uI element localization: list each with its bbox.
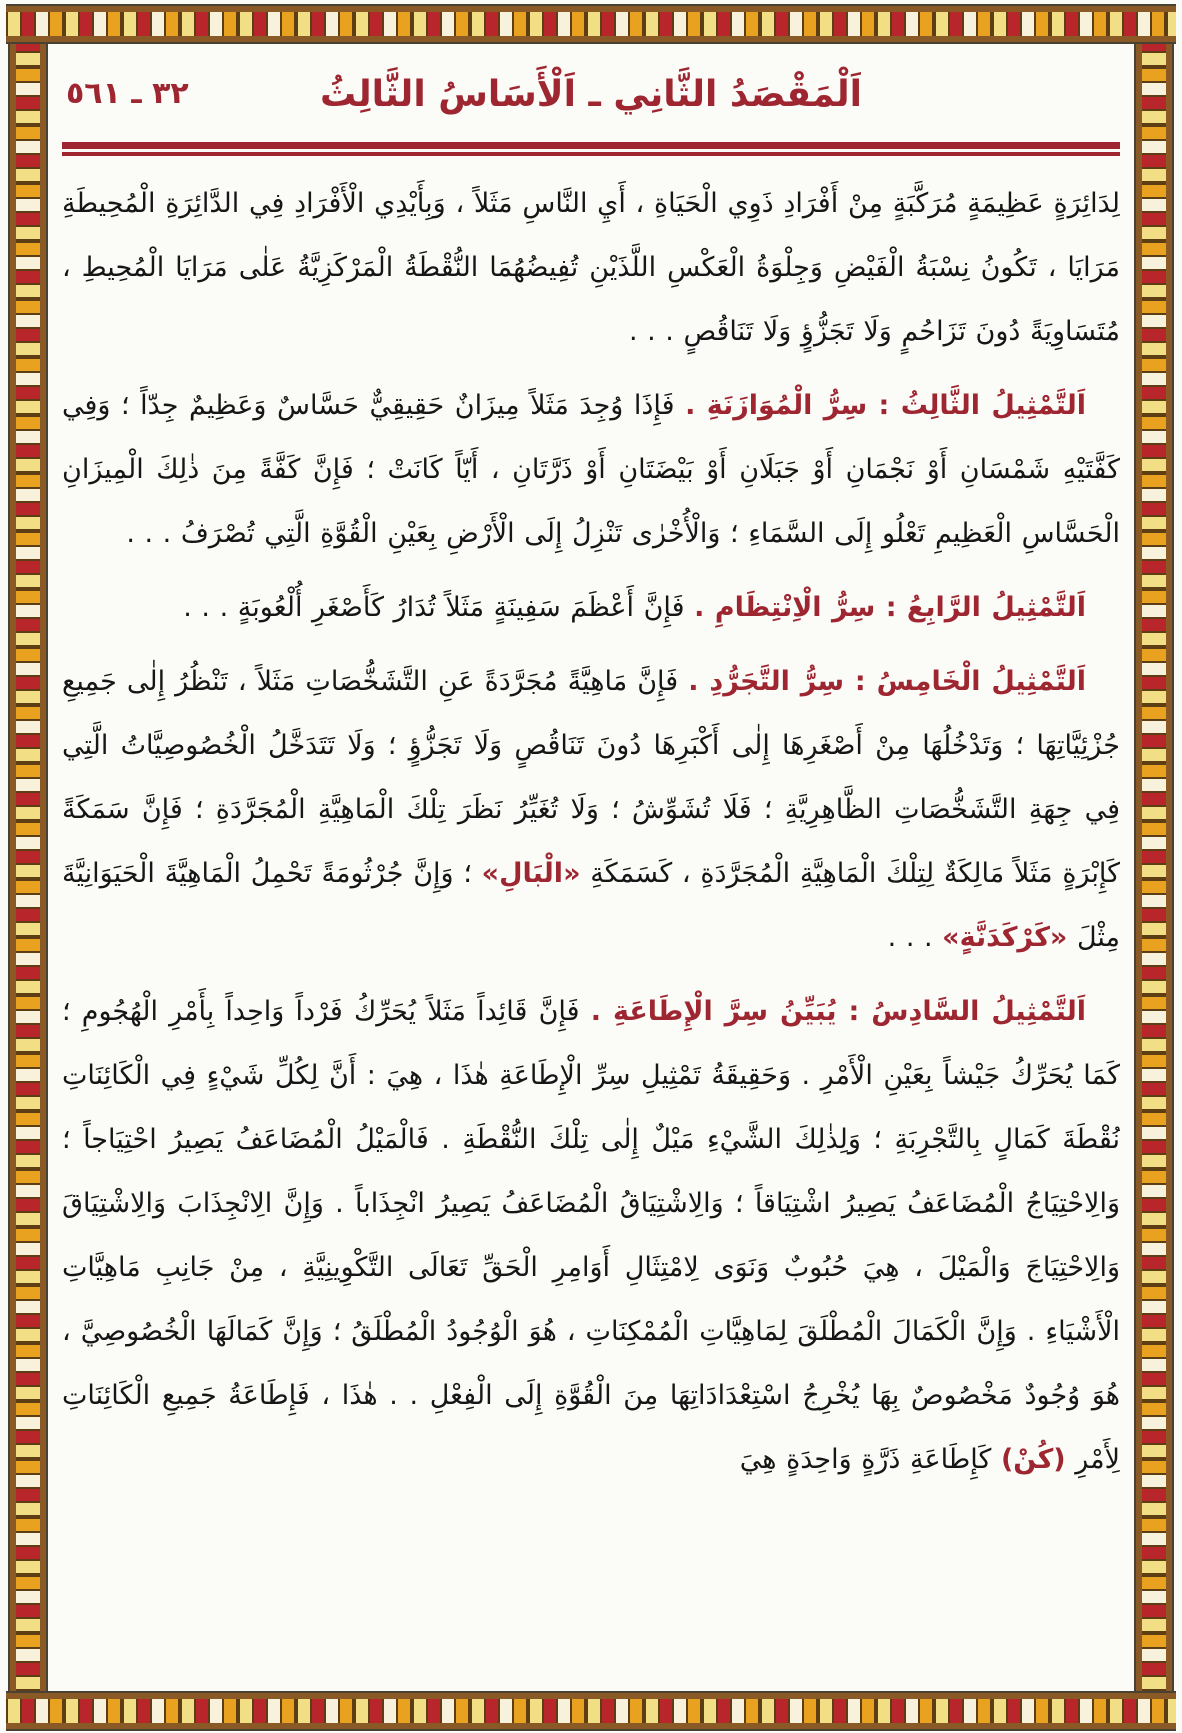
section-body-tamthil-5-part3: . . . bbox=[887, 922, 943, 953]
section-label-tamthil-5: اَلتَّمْثِيلُ الْخَامِسُ : سِرُّ التَّجَرُّدِ . bbox=[688, 666, 1086, 697]
quoted-term-karkadanna: «كَرْكَدَنَّةٍ» bbox=[942, 922, 1068, 953]
section-body-tamthil-5-part1: فَإِنَّ مَاهِيَّةً مُجَرَّدَةً عَنِ التَّشَخُّصَاتِ مَثَلاً ، تَنْظُرُ إِلٰى جَمِيعِ جُزْئِيَّاتِهَا ؛ وَتَدْخُلُهَا مِنْ أَصْغَرِهَا إِلٰى أَكْبَرِهَا دُونَ تَنَاقُصٍ وَلَا تَجَزُّؤٍ ؛ وَلَا تَتَدَخَّلُ الْخُصُوصِيَّاتُ الَّتِي فِي جِهَةِ التَّشَخُّصَاتِ الظَّاهِرِيَّةِ ؛ فَلَا تُشَوِّشُ ؛ وَلَا تُغَيِّرُ نَظَرَ تِلْكَ الْمَاهِيَّةِ الْمُجَرَّدَةِ ؛ فَإِنَّ سَمَكَةً كَإِبْرَةٍ مَثَلاً مَالِكَةٌ لِتِلْكَ الْمَاهِيَّةِ الْمُجَرَّدَةِ ، كَسَمَكَةِ bbox=[62, 666, 1120, 889]
ornamental-border-right bbox=[1134, 44, 1174, 1691]
section-tamthil-3 bbox=[62, 374, 1120, 566]
header-rule-thick-line bbox=[62, 142, 1120, 149]
paragraph-continuation-text: لِدَائِرَةٍ عَظِيمَةٍ مُرَكَّبَةٍ مِنْ أَفْرَادِ ذَوِي الْحَيَاةِ ، أَيِ النَّاسِ مَثَلاً ، وَبِأَيْدِي الْأَفْرَادِ فِي الدَّائِرَةِ الْمُحِيطَةِ مَرَايَا ، تَكُونُ نِسْبَةُ الْفَيْضِ وَجِلْوَةُ الْعَكْسِ اللَّذَيْنِ تُفِيضُهُمَا النُّقْطَةُ الْمَرْكَزِيَّةُ عَلٰى مَرَايَا الْمُحِيطِ ، مُتَسَاوِيَةً دُونَ تَزَاحُمٍ وَلَا تَجَزُّؤٍ وَلَا تَنَاقُصٍ . . . bbox=[62, 188, 1120, 347]
ornamental-border-top bbox=[6, 4, 1176, 44]
section-body-tamthil-6-part2: كَإِطَاعَةِ ذَرَّةٍ وَاحِدَةٍ هِيَ bbox=[739, 1444, 1001, 1475]
section-label-tamthil-4: اَلتَّمْثِيلُ الرَّابِعُ : سِرُّ الْاِنْتِظَامِ . bbox=[694, 592, 1086, 623]
section-tamthil-4 bbox=[62, 576, 1120, 640]
section-label-tamthil-6: اَلتَّمْثِيلُ السَّادِسُ : يُبَيِّنُ سِرَّ الْإِطَاعَةِ . bbox=[590, 996, 1086, 1027]
kun-command: (كُنْ) bbox=[1000, 1444, 1066, 1475]
quoted-term-bal: «الْبَالِ» bbox=[481, 858, 581, 889]
section-tamthil-6 bbox=[62, 980, 1120, 1492]
page-header bbox=[62, 66, 1120, 128]
section-body-tamthil-5-part2: ؛ وَإِنَّ جُرْثُومَةً تَحْمِلُ الْمَاهِيَّةَ الْحَيَوَانِيَّةَ مِثْلَ bbox=[62, 858, 1120, 953]
section-label-tamthil-3: اَلتَّمْثِيلُ الثَّالِثُ : سِرُّ الْمُوَازَنَةِ . bbox=[685, 390, 1086, 421]
ornamental-border-bottom bbox=[6, 1691, 1176, 1731]
page-title: اَلْمَقْصَدُ الثَّانِي ـ اَلْأَسَاسُ الثَّالِثُ bbox=[319, 74, 863, 115]
header-rule-thin-line bbox=[62, 152, 1120, 156]
section-tamthil-5 bbox=[62, 650, 1120, 970]
section-body-tamthil-4: فَإِنَّ أَعْظَمَ سَفِينَةٍ مَثَلاً تُدَارُ كَأَصْغَرِ أُلْعُوبَةٍ . . . bbox=[183, 592, 695, 623]
page-content bbox=[62, 48, 1120, 1683]
header-rule bbox=[62, 142, 1120, 156]
section-body-tamthil-6-part1: فَإِنَّ قَائِداً مَثَلاً يُحَرِّكُ فَرْداً وَاحِداً بِأَمْرِ الْهُجُومِ ؛ كَمَا يُحَرِّكُ جَيْشاً بِعَيْنِ الْأَمْرِ . وَحَقِيقَةُ تَمْثِيلِ سِرِّ الْإِطَاعَةِ هٰذَا ، هِيَ : أَنَّ لِكُلِّ شَيْءٍ فِي الْكَائِنَاتِ نُقْطَةَ كَمَالٍ بِالتَّجْرِبَةِ ؛ وَلِذٰلِكَ الشَّيْءِ مَيْلٌ إِلٰى تِلْكَ النُّقْطَةِ . فَالْمَيْلُ الْمُضَاعَفُ يَصِيرُ احْتِيَاجاً ؛ وَالِاحْتِيَاجُ الْمُضَاعَفُ يَصِيرُ اشْتِيَاقاً ؛ وَالِاشْتِيَاقُ الْمُضَاعَفُ يَصِيرُ انْجِذَاباً . وَإِنَّ الِانْجِذَابَ وَالِاشْتِيَاقَ وَالِاحْتِيَاجَ وَالْمَيْلَ ، هِيَ حُبُوبٌ وَنَوَى لِامْتِثَالِ أَوَامِرِ الْحَقِّ تَعَالَى التَّكْوِينِيَّةِ ، مِنْ جَانِبِ مَاهِيَّاتِ الْأَشْيَاءِ . وَإِنَّ الْكَمَالَ الْمُطْلَقَ لِمَاهِيَّاتِ الْمُمْكِنَاتِ ، هُوَ الْوُجُودُ الْمُطْلَقُ ؛ وَإِنَّ كَمَالَهَا الْخُصُوصِيَّ ، هُوَ وُجُودٌ مَخْصُوصٌ بِهَا يُخْرِجُ اسْتِعْدَادَاتِهَا مِنَ الْقُوَّةِ إِلَى الْفِعْلِ . . هٰذَا ، فَإِطَاعَةُ جَمِيعِ الْكَائِنَاتِ لِأَمْرِ bbox=[62, 996, 1120, 1475]
page-numbers: ٣٢ ـ ٥٦١ bbox=[66, 76, 189, 111]
paragraph-continuation bbox=[62, 172, 1120, 364]
section-body-tamthil-3: فَإِذَا وُجِدَ مَثَلاً مِيزَانٌ حَقِيقِيٌّ حَسَّاسٌ وَعَظِيمٌ جِدّاً ؛ وَفِي كَفَّتَيْهِ شَمْسَانِ أَوْ نَجْمَانِ أَوْ جَبَلَانِ أَوْ بَيْضَتَانِ أَوْ ذَرَّتَانِ ، أَيّاً كَانَتْ ؛ فَإِنَّ كَفَّةً مِنَ ذٰلِكَ الْمِيزَانِ الْحَسَّاسِ الْعَظِيمِ تَعْلُو إِلَى السَّمَاءِ ؛ وَالْأُخْرٰى تَنْزِلُ إِلَى الْأَرْضِ بِعَيْنِ الْقُوَّةِ الَّتِي تُصْرَفُ . . . bbox=[62, 390, 1120, 549]
body-text bbox=[62, 172, 1120, 1492]
ornamental-border-left bbox=[8, 44, 48, 1691]
